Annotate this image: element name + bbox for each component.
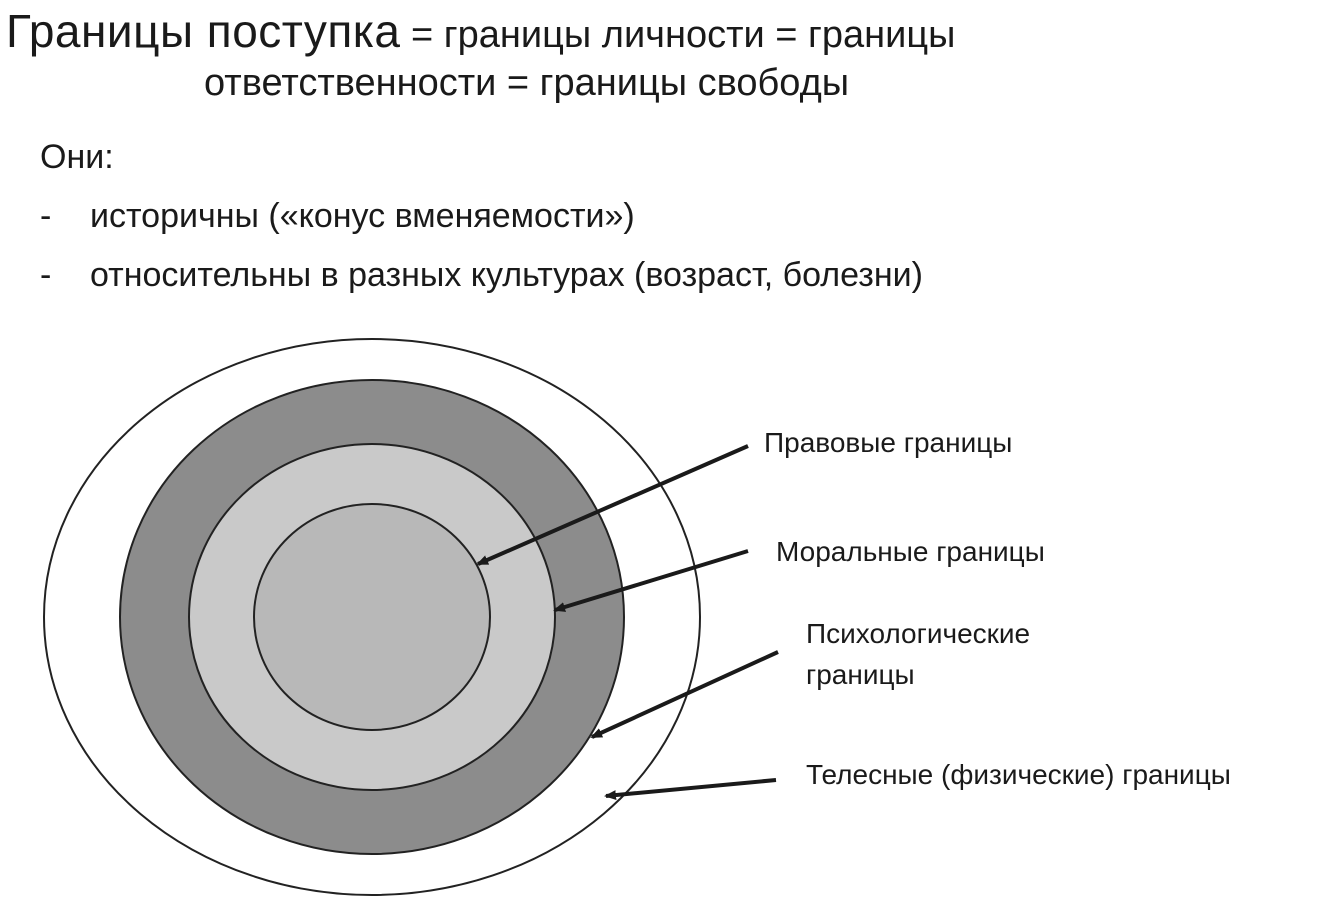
- title-line2: ответственности = границы свободы: [204, 62, 850, 104]
- bullet-text: историчны («конус вменяемости»): [90, 197, 635, 235]
- intro-text: Они:: [40, 138, 114, 176]
- label-psychological-line1: Психологические: [806, 618, 1031, 649]
- circle-legal-boundary: [254, 504, 490, 730]
- label-legal-boundaries: Правовые границы: [764, 427, 1013, 458]
- label-psychological-line2: границы: [806, 659, 915, 690]
- bullet-dash: -: [40, 197, 52, 235]
- title-main: Границы поступка: [6, 5, 401, 57]
- bullet-dash: -: [40, 256, 52, 294]
- bullet-text: относительны в разных культурах (возраст, болезни): [90, 256, 923, 294]
- label-body-boundaries: Телесные (физические) границы: [806, 759, 1231, 790]
- title-rest: = границы личности = границы: [400, 14, 956, 56]
- label-moral-boundaries: Моральные границы: [776, 536, 1045, 567]
